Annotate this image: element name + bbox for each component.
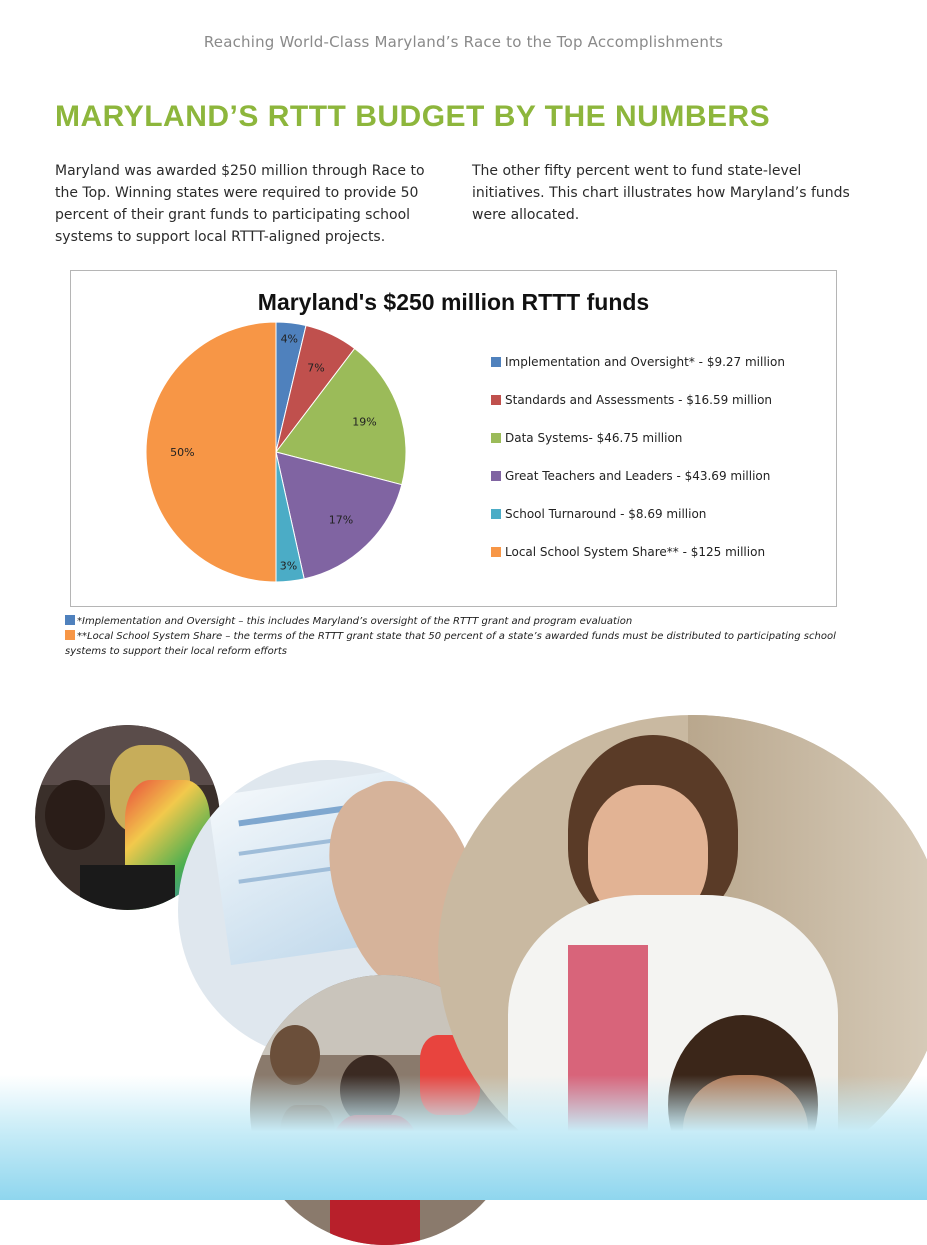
legend-label: Data Systems- $46.75 million: [505, 431, 683, 445]
page-title: MARYLAND’S RTTT BUDGET BY THE NUMBERS: [55, 100, 771, 133]
legend-item: [491, 495, 785, 533]
footnotes: [65, 614, 865, 659]
footnote: [65, 614, 865, 629]
legend-swatch: [491, 433, 501, 443]
pie-slice: [146, 322, 276, 582]
legend-label: Local School System Share** - $125 million: [505, 545, 766, 559]
pie-slice-label: 17%: [328, 513, 354, 527]
footnote-text: *Implementation and Oversight – this includes Maryland’s oversight of the RTTT grant and program evaluation: [77, 616, 633, 627]
pie-slice-label: 4%: [280, 332, 299, 346]
footnote-text: **Local School System Share – the terms of the RTTT grant state that 50 percent of a state’s awarded funds must be distributed to participating school systems to support their local reform efforts: [65, 631, 836, 657]
legend-swatch: [491, 547, 501, 557]
legend-item: [491, 381, 785, 419]
page-header: Reaching World-Class Maryland’s Race to the Top Accomplishments: [203, 33, 724, 51]
legend-item: [491, 457, 785, 495]
legend-swatch: [491, 471, 501, 481]
legend-label: School Turnaround - $8.69 million: [505, 507, 707, 521]
legend-label: Implementation and Oversight* - $9.27 million: [505, 355, 785, 369]
bottom-gradient-band: [0, 1075, 927, 1200]
pie-slice-label: 50%: [170, 446, 195, 460]
footnote: [65, 629, 865, 659]
legend-label: Standards and Assessments - $16.59 million: [505, 393, 773, 407]
footnote-swatch: [65, 615, 75, 625]
pie-slice-label: 3%: [279, 559, 298, 573]
legend-item: [491, 419, 785, 457]
legend-label: Great Teachers and Leaders - $43.69 million: [505, 469, 771, 483]
legend-swatch: [491, 395, 501, 405]
legend-swatch: [491, 509, 501, 519]
intro-paragraph-left: Maryland was awarded $250 million through Race to the Top. Winning states were required to provide 50 percent of their grant funds to participating school systems to support local RTTT-aligned projects.: [55, 163, 425, 245]
pie-slice-label: 19%: [352, 415, 377, 429]
legend-item: [491, 533, 785, 571]
chart-legend: [491, 343, 785, 571]
footnote-swatch: [65, 630, 75, 640]
pie-chart-panel: [70, 270, 837, 607]
intro-paragraph-right: The other fifty percent went to fund state-level initiatives. This chart illustrates how Maryland’s funds were allocated.: [472, 163, 850, 223]
chart-title: Maryland's $250 million RTTT funds: [257, 289, 650, 315]
legend-swatch: [491, 357, 501, 367]
legend-item: [491, 343, 785, 381]
pie-slice-label: 7%: [307, 361, 325, 375]
